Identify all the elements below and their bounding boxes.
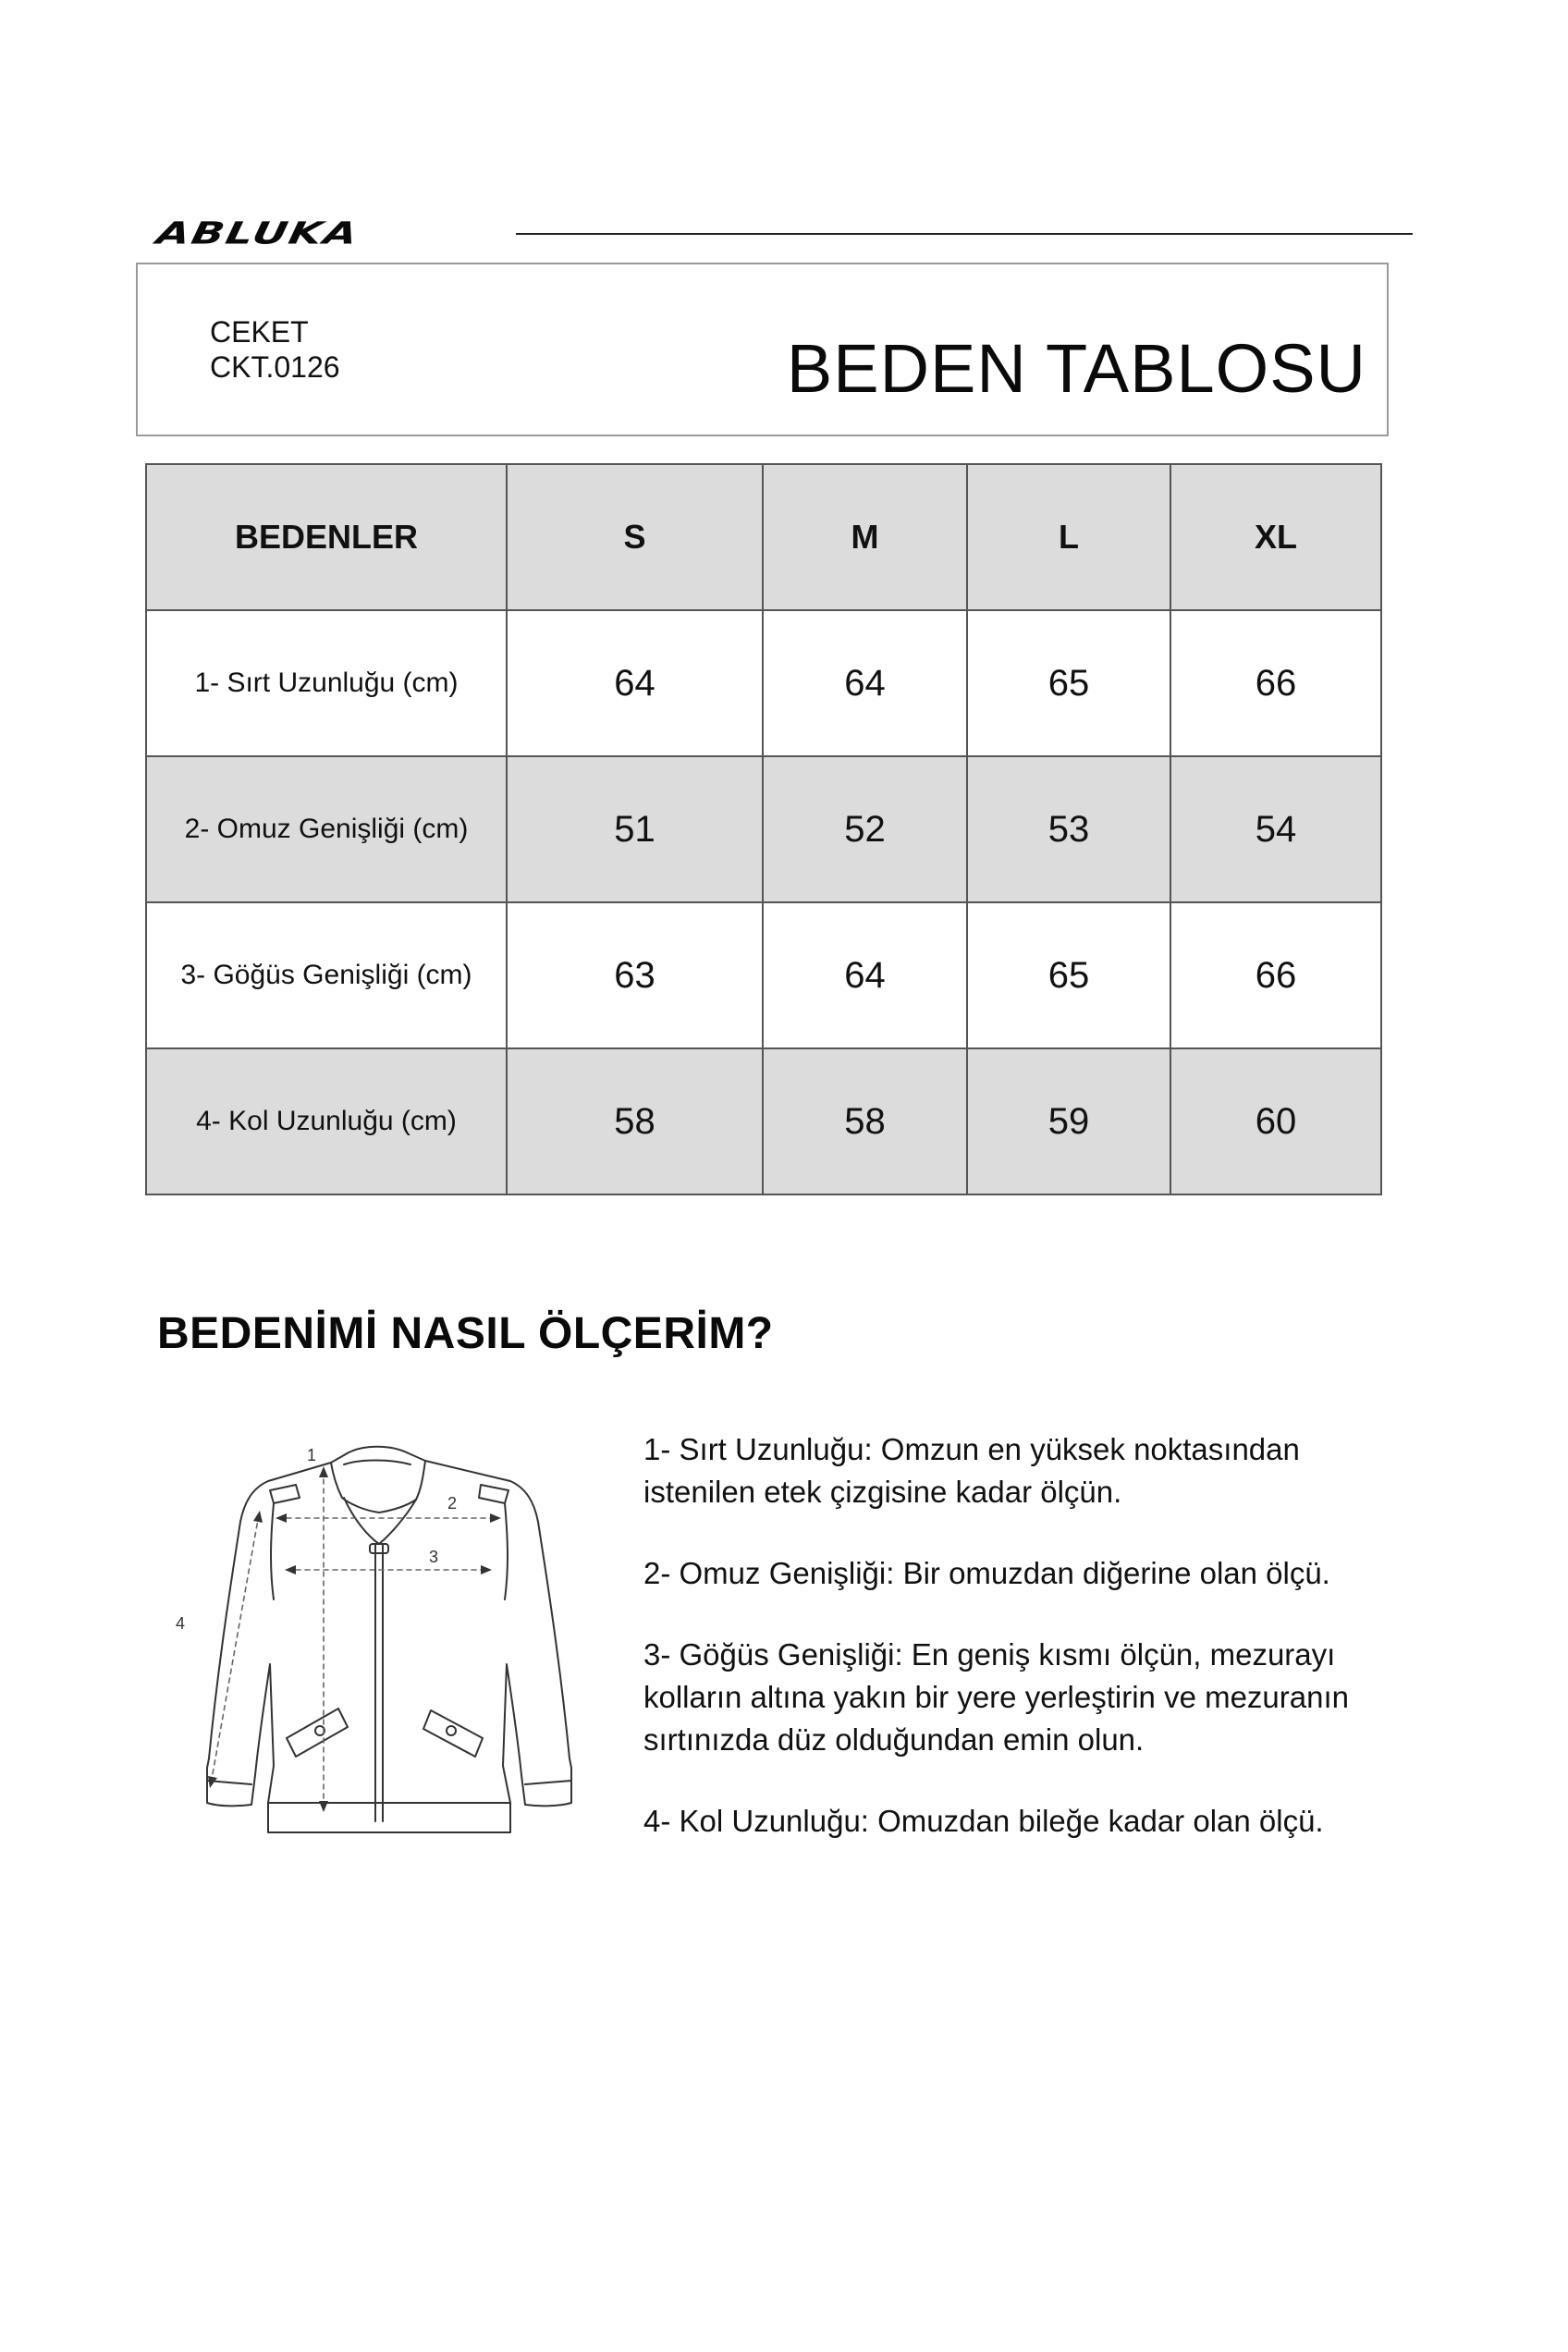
- table-cell: 53: [967, 756, 1170, 902]
- marker-3: 3: [429, 1548, 439, 1566]
- row-label: 2- Omuz Genişliği (cm): [146, 756, 507, 902]
- column-header: L: [967, 464, 1170, 610]
- table-cell: 51: [507, 756, 763, 902]
- marker-1: 1: [307, 1446, 317, 1464]
- marker-4: 4: [176, 1614, 186, 1633]
- table-row: [146, 756, 1381, 902]
- instruction-sleeve-length: 4- Kol Uzunluğu: Omuzdan bileğe kadar olan ölçü.: [643, 1804, 1324, 1838]
- table-cell: 65: [967, 610, 1170, 756]
- instruction-chest-width: 3- Göğüs Genişliği: En geniş kısmı ölçün, mezurayı kolların altına yakın bir yere yerleştirin ve mezuranın sırtınızda düz olduğundan emin olun.: [643, 1637, 1349, 1757]
- table-cell: 52: [763, 756, 967, 902]
- brand-logo: [153, 214, 362, 251]
- table-cell: 64: [507, 610, 763, 756]
- product-type: CEKET: [210, 315, 309, 349]
- instruction-shoulder-width: 2- Omuz Genişliği: Bir omuzdan diğerine olan ölçü.: [643, 1556, 1330, 1590]
- row-label: 3- Göğüs Genişliği (cm): [146, 902, 507, 1048]
- jacket-diagram: [148, 1433, 601, 1840]
- table-cell: 66: [1170, 902, 1381, 1048]
- table-cell: 59: [967, 1048, 1170, 1194]
- table-cell: 63: [507, 902, 763, 1048]
- table-cell: 54: [1170, 756, 1381, 902]
- marker-2: 2: [447, 1494, 458, 1513]
- column-header: S: [507, 464, 763, 610]
- table-cell: 60: [1170, 1048, 1381, 1194]
- table-header-row: [146, 464, 1381, 610]
- row-label: 4- Kol Uzunluğu (cm): [146, 1048, 507, 1194]
- table-row: [146, 902, 1381, 1048]
- table-cell: 64: [763, 902, 967, 1048]
- table-row: [146, 1048, 1381, 1194]
- column-header: M: [763, 464, 967, 610]
- table-cell: 58: [763, 1048, 967, 1194]
- table-row: [146, 610, 1381, 756]
- header-divider: [516, 233, 1413, 235]
- brand-name: ABLUKA: [153, 214, 362, 251]
- measure-heading: BEDENİMİ NASIL ÖLÇERİM?: [157, 1309, 774, 1358]
- row-label: 1- Sırt Uzunluğu (cm): [146, 610, 507, 756]
- table-cell: 64: [763, 610, 967, 756]
- instruction-back-length: 1- Sırt Uzunluğu: Omzun en yüksek noktasından istenilen etek çizgisine kadar ölçün.: [643, 1432, 1300, 1509]
- column-header: XL: [1170, 464, 1381, 610]
- size-table: [145, 463, 1382, 1195]
- page-title: BEDEN TABLOSU: [786, 330, 1366, 407]
- title-box: [136, 263, 1389, 436]
- column-header: BEDENLER: [146, 464, 507, 610]
- table-cell: 58: [507, 1048, 763, 1194]
- measure-instructions: [643, 1428, 1402, 1881]
- product-code: CKT.0126: [210, 350, 340, 384]
- table-cell: 65: [967, 902, 1170, 1048]
- table-cell: 66: [1170, 610, 1381, 756]
